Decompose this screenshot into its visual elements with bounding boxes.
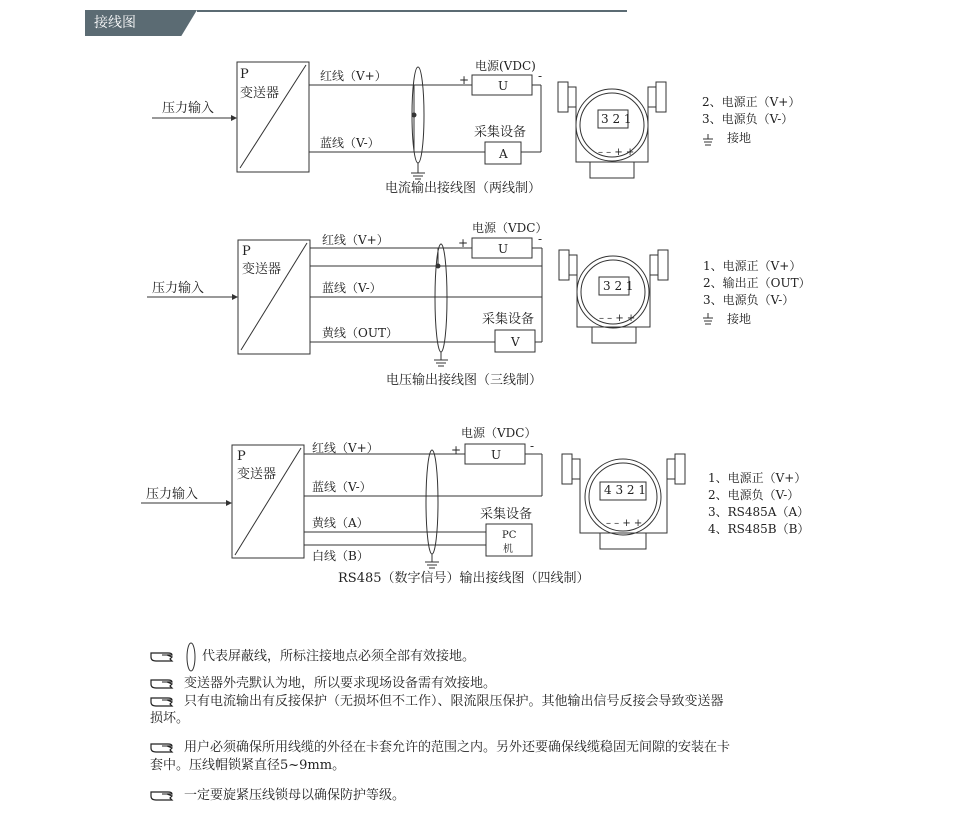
note-text: 用户必须确保所用线缆的外径在卡套允许的范围之内。另外还要确保线缆稳固无间隙的安装在卡 <box>184 740 731 755</box>
note-text: 只有电流输出有反接保护（无损坏但不工作）、限流限压保护。其他输出信号反接会导致变送器 <box>184 694 724 709</box>
yellow-wire-label: 黄线（A） <box>312 516 369 530</box>
pointing-hand-icon <box>150 740 178 754</box>
yellow-wire-label: 黄线（OUT） <box>322 326 398 340</box>
power-minus: - <box>538 69 543 83</box>
power-box-label: U <box>498 242 509 256</box>
red-wire-label: 红线（V+） <box>320 69 387 83</box>
legend-item: 3、电源负（V-） <box>702 112 794 126</box>
power-plus: + <box>458 236 469 250</box>
diagram-caption: 电压输出接线图（三线制） <box>386 373 543 388</box>
transmitter-label: 变送器 <box>240 86 280 101</box>
diagram-three-wire <box>147 220 811 388</box>
diagram-caption: RS485（数字信号）输出接线图（四线制） <box>338 571 590 586</box>
acquisition-label: 采集设备 <box>474 125 527 140</box>
transmitter-p: P <box>242 244 251 259</box>
legend-item: 3、电源负（V-） <box>703 293 795 307</box>
legend-item: 2、输出正（OUT） <box>703 276 811 290</box>
pointing-hand-icon <box>150 676 178 690</box>
legend-item: 3、RS485A（A） <box>708 505 810 519</box>
pointing-hand-icon <box>150 788 178 802</box>
ground-icon <box>703 134 713 145</box>
terminal-numbers: 3 2 1 <box>603 279 634 293</box>
device-box-label: 机 <box>503 544 513 555</box>
terminal-housing <box>562 454 685 549</box>
terminal-signs: – – + + <box>599 313 636 324</box>
transmitter-p: P <box>237 449 246 464</box>
red-wire-label: 红线（V+） <box>312 441 379 455</box>
power-label: 电源（VDC） <box>472 221 548 235</box>
legend-item: 2、电源正（V+） <box>702 95 801 109</box>
blue-wire-label: 蓝线（V-） <box>322 281 382 295</box>
shield-icon <box>426 450 438 554</box>
power-label: 电源(VDC) <box>475 59 536 73</box>
power-minus: - <box>538 232 543 246</box>
power-plus: + <box>459 73 470 87</box>
terminal-numbers: 4 3 2 1 <box>604 483 646 497</box>
terminal-numbers: 3 2 1 <box>601 112 632 126</box>
pressure-input-label: 压力输入 <box>162 101 215 116</box>
section-title: 接线图 <box>94 15 136 31</box>
terminal-signs: – – + + <box>606 518 643 529</box>
transmitter-label: 变送器 <box>242 262 282 277</box>
device-box-label: PC <box>502 530 517 541</box>
terminal-housing <box>559 250 668 343</box>
terminal-housing <box>558 82 666 178</box>
white-wire-label: 白线（B） <box>312 549 369 563</box>
power-box-label: U <box>498 79 509 93</box>
device-box-label: A <box>499 147 508 161</box>
power-label: 电源（VDC） <box>461 426 537 440</box>
note-text: 变送器外壳默认为地，所以要求现场设备需有效接地。 <box>184 676 497 691</box>
power-minus: - <box>530 439 535 453</box>
pointing-hand-icon <box>150 694 178 708</box>
acquisition-label: 采集设备 <box>482 312 535 327</box>
legend-item: 1、电源正（V+） <box>703 259 802 273</box>
shield-icon <box>186 642 196 672</box>
acquisition-label: 采集设备 <box>480 507 533 522</box>
legend-item: 2、电源负（V-） <box>708 488 800 502</box>
legend-item: 接地 <box>727 131 752 145</box>
transmitter-label: 变送器 <box>237 467 277 482</box>
diagram-two-wire <box>152 58 800 196</box>
blue-wire-label: 蓝线（V-） <box>320 136 380 150</box>
red-wire-label: 红线（V+） <box>322 233 389 247</box>
blue-wire-label: 蓝线（V-） <box>312 480 372 494</box>
note-text: 损坏。 <box>150 711 190 726</box>
ground-icon <box>703 313 713 324</box>
terminal-signs: – – + + <box>598 147 635 158</box>
legend-item: 4、RS485B（B） <box>708 522 810 536</box>
legend-item: 接地 <box>727 312 752 326</box>
power-box-label: U <box>491 448 502 462</box>
note-text: 代表屏蔽线，所标注接地点必须全部有效接地。 <box>202 649 476 664</box>
power-plus: + <box>451 443 462 457</box>
note-text: 一定要旋紧压线锁母以确保防护等级。 <box>184 788 406 803</box>
legend-item: 1、电源正（V+） <box>708 471 807 485</box>
diagram-four-wire <box>141 425 809 586</box>
pressure-input-label: 压力输入 <box>152 281 205 296</box>
pointing-hand-icon <box>150 649 178 663</box>
diagram-caption: 电流输出接线图（两线制） <box>385 181 542 196</box>
device-box-label: V <box>511 335 520 349</box>
note-text: 套中。压线帽锁紧直径5~9mm。 <box>150 758 346 773</box>
shield-icon <box>435 244 447 352</box>
transmitter-p: P <box>240 67 249 82</box>
pressure-input-label: 压力输入 <box>146 487 199 502</box>
